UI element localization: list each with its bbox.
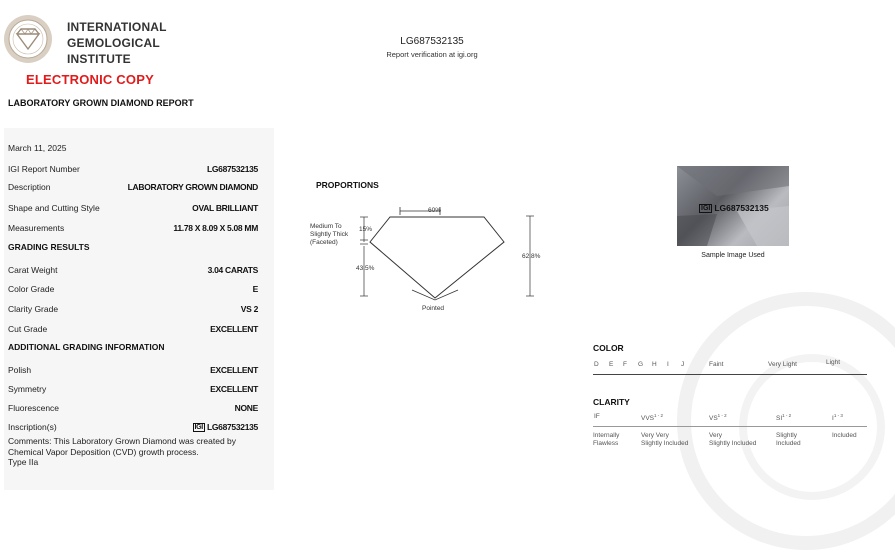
clarity-desc-vvs: [641, 432, 688, 448]
color-range-light: Light: [826, 359, 841, 366]
clarity-grade-vvs-sup: 1 - 2: [654, 413, 664, 418]
color-grade-i: I: [667, 361, 669, 368]
clarity-desc-vs-1: Very: [709, 432, 723, 439]
clarity-scale-heading: CLARITY: [593, 397, 630, 407]
color-range-very-light: Very Light: [768, 361, 797, 368]
diamond-profile-svg: [300, 200, 560, 320]
clarity-grade-vs-sup: 1 - 2: [717, 413, 727, 418]
igi-seal-watermark-inner: [739, 354, 885, 500]
crown-percent: 15%: [359, 226, 373, 233]
color-grade-d: D: [594, 361, 599, 368]
color-scale-divider: [593, 374, 867, 375]
additional-info-heading: ADDITIONAL GRADING INFORMATION: [8, 342, 165, 352]
field-label: Description: [8, 182, 51, 192]
additional-label: Polish: [8, 365, 32, 375]
igi-mini-logo: IGI: [194, 424, 203, 431]
sample-image-caption: Sample Image Used: [701, 252, 765, 259]
color-grade-f: F: [623, 361, 627, 368]
clarity-scale-divider: [593, 426, 867, 427]
clarity-desc-si-2: Included: [776, 440, 801, 447]
additional-value: NONE: [234, 403, 258, 413]
girdle-line-1: Medium To: [310, 223, 342, 230]
grading-label: Clarity Grade: [8, 304, 59, 314]
color-range-faint: Faint: [709, 361, 724, 368]
report-date-text: March 11, 2025: [8, 143, 67, 153]
org-line-1: INTERNATIONAL: [67, 20, 167, 34]
clarity-grade-si-text: SI: [776, 415, 783, 423]
report-title: LABORATORY GROWN DIAMOND REPORT: [8, 98, 194, 108]
clarity-desc-vs-2: Slightly Included: [709, 440, 757, 447]
clarity-desc-si: [776, 432, 801, 448]
field-value: LABORATORY GROWN DIAMOND: [127, 182, 258, 192]
clarity-grade-i: [832, 413, 843, 422]
additional-label: Symmetry: [8, 384, 47, 394]
field-value: OVAL BRILLIANT: [192, 203, 258, 213]
grading-value: 3.04 CARATS: [207, 265, 258, 275]
verification-text: Report verification at igi.org: [386, 50, 478, 59]
field-value: 11.78 X 8.09 X 5.08 MM: [173, 223, 258, 233]
clarity-desc-vvs-1: Very Very: [641, 432, 669, 439]
inscription-value: [193, 422, 259, 432]
additional-value: EXCELLENT: [210, 384, 258, 394]
total-depth-percent: 62.8%: [522, 253, 541, 260]
color-grade-j: J: [681, 361, 685, 368]
inscription-text: LG687532135: [206, 422, 258, 432]
field-label: Measurements: [8, 223, 65, 233]
clarity-desc-i: Included: [832, 432, 857, 439]
grading-label: Color Grade: [8, 284, 55, 294]
diamond-type: Type IIa: [8, 457, 39, 467]
clarity-grade-si-sup: 1 - 2: [782, 413, 792, 418]
culet-description: Pointed: [422, 305, 445, 312]
girdle-line-3: (Faceted): [310, 239, 338, 246]
grading-label: Cut Grade: [8, 324, 48, 334]
grading-label: Carat Weight: [8, 265, 58, 275]
table-percent: 60%: [428, 207, 442, 214]
field-label: IGI Report Number: [8, 164, 80, 174]
field-label: Shape and Cutting Style: [8, 203, 100, 213]
org-line-2: GEMOLOGICAL: [67, 36, 160, 50]
grading-results-heading: GRADING RESULTS: [8, 242, 90, 252]
inscription-label: Inscription(s): [8, 422, 57, 432]
pavilion-percent: 43.5%: [356, 265, 375, 272]
girdle-line-2: Slightly Thick: [310, 231, 349, 238]
comments-text: Comments: This Laboratory Grown Diamond was created by Chemical Vapor Deposition (CVD) growth process.: [8, 436, 237, 457]
clarity-desc-if-2: Flawless: [593, 440, 619, 447]
sample-igi-logo: IGI: [701, 205, 711, 212]
clarity-grade-i-text: I: [832, 415, 834, 423]
proportions-diagram: [300, 200, 560, 320]
clarity-desc-if: [593, 432, 619, 448]
girdle-description: [310, 223, 348, 247]
additional-label: Fluorescence: [8, 403, 60, 413]
clarity-desc-vvs-2: Slightly Included: [641, 440, 689, 447]
clarity-grade-i-sup: 1 - 3: [833, 413, 843, 418]
organization-name: [67, 19, 167, 67]
clarity-grade-si: [776, 413, 791, 422]
sample-inscription-image: [677, 166, 789, 246]
clarity-grade-if: IF: [594, 413, 600, 420]
header-report-id: LG687532135: [400, 36, 464, 47]
color-grade-g: G: [638, 361, 644, 368]
clarity-desc-vs: [709, 432, 756, 448]
proportions-heading: PROPORTIONS: [316, 180, 379, 190]
sample-inscription: [699, 203, 769, 213]
grading-value: E: [252, 284, 258, 294]
clarity-grade-vvs-text: VVS: [641, 415, 655, 423]
color-grade-h: H: [652, 361, 657, 368]
clarity-desc-if-1: Internally: [593, 432, 620, 439]
electronic-copy-label: ELECTRONIC COPY: [26, 72, 154, 87]
grading-value: EXCELLENT: [210, 324, 258, 334]
additional-value: EXCELLENT: [210, 365, 258, 375]
color-scale-heading: COLOR: [593, 343, 624, 353]
org-line-3: INSTITUTE: [67, 52, 131, 66]
color-grade-e: E: [609, 361, 614, 368]
clarity-grade-vs-text: VS: [709, 415, 718, 423]
grading-value: VS 2: [240, 304, 258, 314]
clarity-grade-vs: [709, 413, 727, 422]
clarity-grade-vvs: [641, 413, 663, 422]
clarity-desc-si-1: Slightly: [776, 432, 797, 439]
igi-seal-logo: [3, 14, 53, 64]
comments-block: [8, 436, 258, 468]
sample-inscription-text: LG687532135: [714, 203, 769, 213]
field-value: LG687532135: [206, 164, 258, 174]
